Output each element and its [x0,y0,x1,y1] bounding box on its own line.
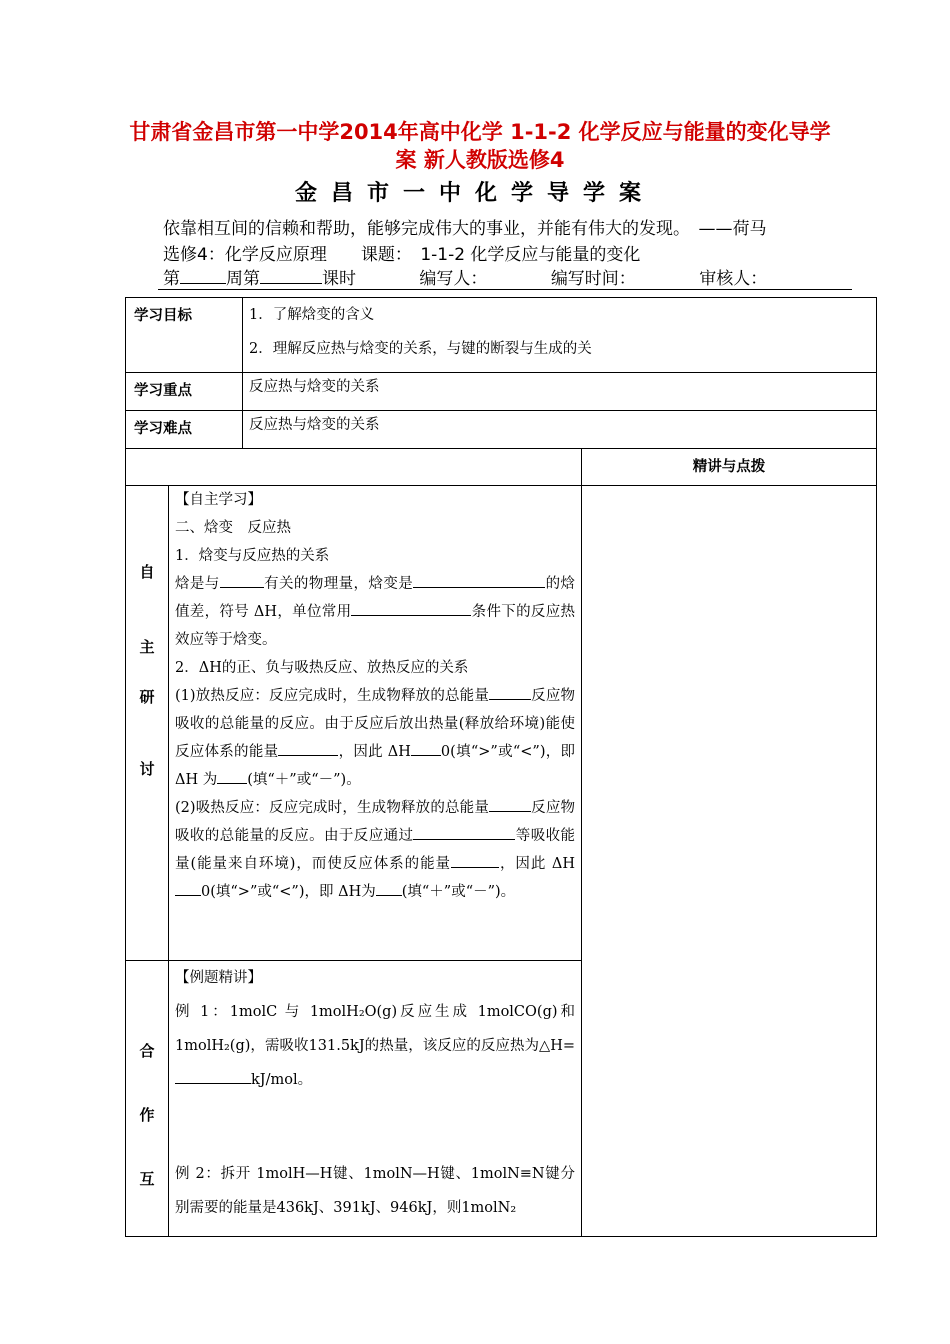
text: 有关的物理量，焓变是 [263,576,414,592]
label-char: 讨 [139,760,155,778]
text: 反应物吸收的总能量的反应。由于反应后放出热量(释放给环境)能使反应体系的能量 [175,688,575,760]
objectives-cell [243,298,877,373]
label-char: 作 [139,1106,155,1124]
label-char: 合 [139,1042,155,1060]
difficulty-text: 反应热与焓变的关系 [243,411,877,449]
subheading-2: 2．ΔH的正、负与吸热反应、放热反应的关系 [175,660,469,676]
label-char: 主 [139,638,155,656]
text: (1)放热反应：反应完成时，生成物释放的总能量 [175,688,489,704]
text: (填“＋”或“－”)。 [247,772,361,788]
motto: 依靠相互间的信赖和帮助，能够完成伟大的事业，并能有伟大的发现。 ——荷马 [163,219,767,239]
label-char: 研 [139,688,155,706]
key-point-label: 学习重点 [126,373,243,411]
self-study-content [169,486,582,961]
cooperation-content [169,961,582,1237]
text: ，因此 ΔH [498,856,575,872]
paragraph-enthalpy [175,570,575,654]
meta-line [163,264,767,289]
exothermic-paragraph [175,682,575,794]
self-study-heading: 【自主学习】 [175,492,262,508]
objective-2: 2．理解反应热与焓变的关系，与键的断裂与生成的关 [249,341,592,357]
text: 0(填“>”或“<”)，即 ΔH 为 [175,744,575,788]
label-char: 互 [139,1170,155,1188]
subheading-1: 1．焓变与反应热的关系 [175,548,330,564]
text: 反应物吸收的总能量的反应。由于反应通过 [175,800,575,844]
school-heading: 金昌市一中化学导学案 [294,181,655,206]
empty-header-cell [126,449,582,486]
editor-label: 编写人： [419,269,488,289]
week-prefix: 第 [163,269,180,289]
text: 焓是与 [175,576,220,592]
text: ，因此 ΔH [338,744,411,760]
text: kJ/mol。 [251,1072,313,1088]
self-study-label [126,486,169,961]
document-title: 甘肃省金昌市第一中学2014年高中化学 1-1-2 化学反应与能量的变化导学案 新人教版选修4 [129,120,831,172]
side-notes-header: 精讲与点拨 [582,449,877,486]
difficulty-label: 学习难点 [126,411,243,449]
label-char: 自 [139,563,155,581]
difficulty-row [126,411,877,449]
header-divider [158,289,852,290]
self-study-row [126,486,877,961]
week-mid: 周第 [226,269,260,289]
side-notes-area [582,486,877,1237]
text: 例 1：1molC 与 1molH₂O(g)反应生成 1molCO(g)和 1molH₂(g)，需吸收131.5kJ的热量，该反应的反应热为△H= [175,1004,575,1054]
text: (填“＋”或“－”)。 [401,884,516,900]
text: 0(填“>”或“<”)，即 ΔH为 [201,884,376,900]
endothermic-paragraph [175,794,575,906]
section-heading: 二、焓变 反应热 [175,520,291,536]
text: (2)吸热反应：反应完成时，生成物释放的总能量 [175,800,489,816]
objectives-row [126,298,877,373]
period-label: 课时 [322,269,356,289]
text: 的焓值差，符号 ΔH，单位常用 [175,576,575,620]
example-2: 例 2：拆开 1molH—H键、1molN—H键、1molN≡N键分别需要的能量是436kJ、391kJ、946kJ，则1molN₂ [175,1166,575,1216]
reviewer-label: 审核人： [699,269,768,289]
objective-1: 1．了解焓变的含义 [249,307,375,323]
lesson-table [125,297,877,1237]
text: 等吸收能量(能量来自环境)，而使反应体系的能量 [175,828,576,872]
period-blank [260,269,322,284]
edit-time-label: 编写时间： [550,269,636,289]
examples-heading: 【例题精讲】 [175,970,262,986]
text: 条件下的反应热效应等于焓变。 [175,604,575,648]
side-header-row [126,449,877,486]
objectives-label: 学习目标 [126,298,243,373]
course-line: 选修4：化学反应原理 课题： 1-1-2 化学反应与能量的变化 [163,245,641,265]
key-point-text: 反应热与焓变的关系 [243,373,877,411]
week-blank [180,269,226,284]
example-1 [175,995,575,1097]
cooperation-label [126,961,169,1237]
key-point-row [126,373,877,411]
